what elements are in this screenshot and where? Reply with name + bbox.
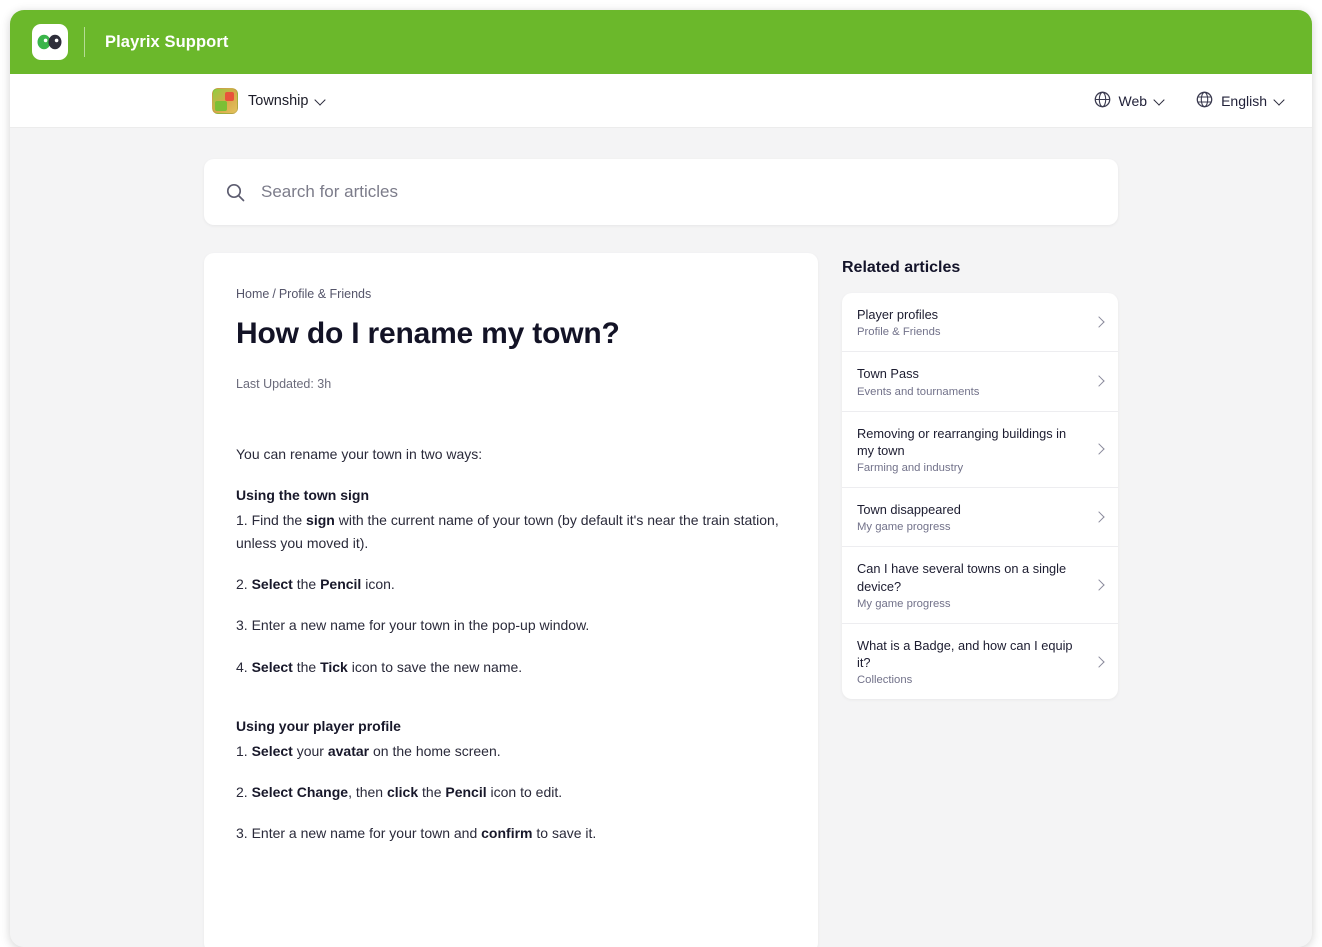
section-1-step-4: 4. Select the Tick icon to save the new name. [236,658,523,675]
globe-icon [1094,91,1111,111]
related-item-category: Collections [857,674,913,687]
related-item-category: Events and tournaments [857,385,980,398]
related-item-text [857,306,1094,338]
search-input[interactable] [259,181,1096,203]
related-item-category: My game progress [857,521,951,534]
related-item-title: Town disappeared [857,502,961,518]
section-1-step-3: 3. Enter a new name for your town in the pop-up window. [236,617,590,634]
related-item-title: Town Pass [857,366,919,382]
list-item[interactable] [842,412,1118,489]
browser-window [10,10,1312,947]
related-item-text [857,425,1094,475]
chevron-right-icon [1094,657,1104,667]
content-columns [204,253,1118,947]
search-bar[interactable] [204,159,1118,225]
section-1-heading: Using the town sign [236,487,369,504]
breadcrumb-separator: / [272,287,276,301]
related-item-text [857,365,1094,397]
related-item-category: Farming and industry [857,462,964,475]
related-item-title: Can I have several towns on a single device? [857,561,1067,594]
related-item-text [857,501,1094,533]
related-item-title: Player profiles [857,307,939,322]
related-item-text [857,560,1094,610]
platform-selector[interactable] [1094,91,1167,111]
article-body [236,443,786,845]
chevron-right-icon [1094,512,1104,522]
section-2-step-3: 3. Enter a new name for your town and confirm to save it. [236,824,597,841]
list-item[interactable] [842,547,1118,624]
language-selector[interactable] [1196,91,1286,111]
header-divider [84,27,85,57]
chevron-right-icon [1094,444,1104,454]
article-intro: You can rename your town in two ways: [236,446,483,462]
playrix-logo-icon[interactable] [32,24,68,60]
related-articles-title: Related articles [842,259,961,276]
section-1-step-2: 2. Select the Pencil icon. [236,576,395,593]
sub-header-bar [10,74,1312,128]
section-2-heading: Using your player profile [236,717,401,734]
list-item[interactable] [842,624,1118,700]
related-articles-list [842,293,1118,699]
content-inner [204,159,1118,947]
chevron-right-icon [1094,580,1104,590]
breadcrumb-section[interactable]: Profile & Friends [278,287,372,301]
search-icon [226,183,245,202]
chevron-down-icon [316,95,327,106]
related-articles-panel [842,253,1118,699]
chevron-down-icon [1155,95,1166,106]
section-gap [236,697,786,715]
language-label: English [1221,92,1267,109]
section-2-step-1: 1. Select your avatar on the home screen. [236,742,501,759]
list-item[interactable] [842,352,1118,411]
related-item-category: My game progress [857,597,951,610]
related-item-text [857,637,1094,687]
list-item[interactable] [842,293,1118,352]
page-title: How do I rename my town? [236,317,620,350]
related-item-title: Removing or rearranging buildings in my town [857,425,1067,458]
game-selector[interactable] [212,88,327,114]
section-1-step-1: 1. Find the sign with the current name of your town (by default it's near the train station, unless you moved it). [236,512,779,552]
chevron-right-icon [1094,317,1104,327]
list-item[interactable] [842,488,1118,547]
chevron-down-icon [1275,95,1286,106]
top-header-bar [10,10,1312,74]
township-game-icon [212,88,238,114]
section-2-step-2: 2. Select Change, then click the Pencil icon to edit. [236,783,563,800]
chevron-right-icon [1094,376,1104,386]
article-card [204,253,818,947]
page-content [10,128,1312,947]
last-updated-label: Last Updated: 3h [236,377,332,391]
related-item-title: What is a Badge, and how can I equip it? [857,637,1073,671]
breadcrumb [236,287,786,301]
brand-title: Playrix Support [105,32,229,51]
related-item-category: Profile & Friends [857,326,941,339]
platform-label: Web [1118,92,1148,109]
breadcrumb-home[interactable]: Home [236,287,270,301]
language-globe-icon [1196,91,1213,111]
game-name-label: Township [248,92,309,109]
